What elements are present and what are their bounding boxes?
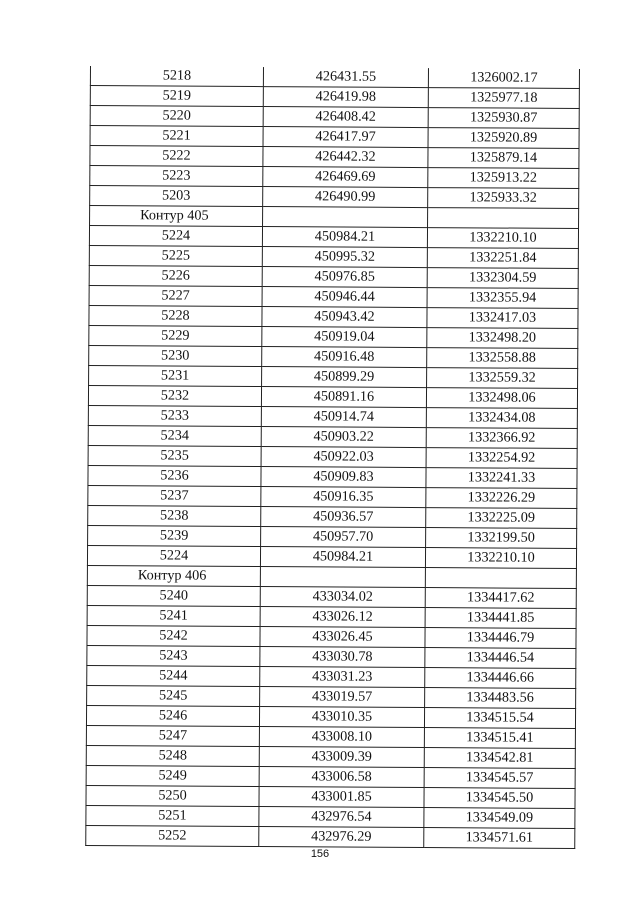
table-row bbox=[86, 725, 575, 748]
y-coordinate-cell: 1332225.09 bbox=[426, 508, 577, 529]
point-number-cell: 5234 bbox=[88, 425, 261, 446]
table-row bbox=[89, 226, 578, 249]
page-number: 156 bbox=[310, 848, 330, 860]
table-row bbox=[87, 665, 576, 688]
table-row bbox=[89, 365, 578, 388]
table-row bbox=[88, 445, 577, 468]
table-row bbox=[89, 345, 578, 368]
x-coordinate-cell: 433031.23 bbox=[260, 667, 425, 688]
y-coordinate-cell: 1332366.92 bbox=[426, 428, 577, 449]
x-coordinate-cell: 450909.83 bbox=[261, 467, 426, 488]
y-coordinate-cell: 1334446.79 bbox=[425, 628, 576, 649]
table-row bbox=[90, 166, 579, 189]
point-number-cell: 5252 bbox=[86, 825, 259, 846]
coordinates-table bbox=[85, 66, 580, 849]
y-coordinate-cell: 1332254.92 bbox=[426, 448, 577, 469]
section-row bbox=[87, 565, 576, 588]
y-coordinate-cell: 1334446.66 bbox=[425, 668, 576, 689]
table-row bbox=[89, 325, 578, 348]
point-number-cell: 5251 bbox=[86, 805, 259, 826]
x-coordinate-cell: 432976.54 bbox=[259, 807, 424, 828]
point-number-cell: 5226 bbox=[89, 265, 262, 286]
table-row bbox=[89, 265, 578, 288]
table-row bbox=[89, 245, 578, 268]
empty-cell bbox=[428, 208, 579, 229]
x-coordinate-cell: 450943.42 bbox=[262, 307, 427, 328]
y-coordinate-cell: 1332559.32 bbox=[427, 368, 578, 389]
x-coordinate-cell: 433034.02 bbox=[260, 587, 425, 608]
table-row bbox=[87, 645, 576, 668]
point-number-cell: 5228 bbox=[89, 305, 262, 326]
y-coordinate-cell: 1332434.08 bbox=[426, 408, 577, 429]
table-row bbox=[89, 305, 578, 328]
y-coordinate-cell: 1332498.06 bbox=[426, 388, 577, 409]
point-number-cell: 5244 bbox=[87, 665, 260, 686]
table-row bbox=[90, 126, 579, 149]
table-row bbox=[87, 605, 576, 628]
table-row bbox=[88, 505, 577, 528]
table-row bbox=[88, 525, 577, 548]
y-coordinate-cell: 1325920.89 bbox=[428, 128, 579, 149]
point-number-cell: 5203 bbox=[90, 186, 263, 207]
point-number-cell: 5239 bbox=[88, 525, 261, 546]
point-number-cell: 5237 bbox=[88, 485, 261, 506]
y-coordinate-cell: 1325930.87 bbox=[428, 108, 579, 129]
table-row bbox=[86, 825, 575, 848]
y-coordinate-cell: 1332355.94 bbox=[427, 288, 578, 309]
section-label: Контур 406 bbox=[87, 565, 260, 586]
x-coordinate-cell: 426442.32 bbox=[263, 147, 428, 168]
y-coordinate-cell: 1332199.50 bbox=[426, 528, 577, 549]
point-number-cell: 5224 bbox=[87, 545, 260, 566]
point-number-cell: 5240 bbox=[87, 585, 260, 606]
y-coordinate-cell: 1334545.57 bbox=[424, 768, 575, 789]
table-row bbox=[86, 745, 575, 768]
point-number-cell: 5225 bbox=[89, 245, 262, 266]
y-coordinate-cell: 1332304.59 bbox=[427, 268, 578, 289]
x-coordinate-cell: 450914.74 bbox=[261, 407, 426, 428]
point-number-cell: 5224 bbox=[89, 226, 262, 247]
table-row bbox=[86, 705, 575, 728]
x-coordinate-cell: 450922.03 bbox=[261, 447, 426, 468]
x-coordinate-cell: 450984.21 bbox=[262, 227, 427, 248]
x-coordinate-cell: 433001.85 bbox=[259, 787, 424, 808]
x-coordinate-cell: 426431.55 bbox=[263, 67, 428, 88]
point-number-cell: 5236 bbox=[88, 465, 261, 486]
x-coordinate-cell: 450995.32 bbox=[262, 247, 427, 268]
point-number-cell: 5227 bbox=[89, 285, 262, 306]
y-coordinate-cell: 1334515.41 bbox=[424, 728, 575, 749]
y-coordinate-cell: 1334549.09 bbox=[424, 808, 575, 829]
x-coordinate-cell: 450984.21 bbox=[260, 547, 425, 568]
point-number-cell: 5222 bbox=[90, 146, 263, 167]
y-coordinate-cell: 1332241.33 bbox=[426, 468, 577, 489]
y-coordinate-cell: 1334571.61 bbox=[424, 828, 575, 849]
point-number-cell: 5230 bbox=[89, 345, 262, 366]
x-coordinate-cell: 450899.29 bbox=[262, 367, 427, 388]
point-number-cell: 5246 bbox=[86, 705, 259, 726]
x-coordinate-cell: 426490.99 bbox=[263, 187, 428, 208]
point-number-cell: 5219 bbox=[90, 86, 263, 107]
x-coordinate-cell: 450936.57 bbox=[261, 507, 426, 528]
point-number-cell: 5220 bbox=[90, 106, 263, 127]
coordinates-table-body bbox=[86, 66, 580, 848]
table-row bbox=[86, 765, 575, 788]
point-number-cell: 5223 bbox=[90, 166, 263, 187]
table-row bbox=[90, 146, 579, 169]
point-number-cell: 5250 bbox=[86, 785, 259, 806]
x-coordinate-cell: 433008.10 bbox=[259, 727, 424, 748]
table-row bbox=[89, 285, 578, 308]
x-coordinate-cell: 433030.78 bbox=[260, 647, 425, 668]
point-number-cell: 5242 bbox=[87, 625, 260, 646]
empty-cell bbox=[260, 567, 425, 588]
y-coordinate-cell: 1325913.22 bbox=[428, 168, 579, 189]
point-number-cell: 5247 bbox=[86, 725, 259, 746]
section-label: Контур 405 bbox=[90, 206, 263, 227]
point-number-cell: 5249 bbox=[86, 765, 259, 786]
x-coordinate-cell: 450957.70 bbox=[261, 527, 426, 548]
point-number-cell: 5233 bbox=[88, 405, 261, 426]
empty-cell bbox=[263, 207, 428, 228]
y-coordinate-cell: 1332210.10 bbox=[427, 228, 578, 249]
x-coordinate-cell: 426469.69 bbox=[263, 167, 428, 188]
table-row bbox=[88, 405, 577, 428]
table-row bbox=[90, 186, 579, 209]
table-row bbox=[88, 385, 577, 408]
table-row bbox=[90, 106, 579, 129]
table-row bbox=[87, 685, 576, 708]
y-coordinate-cell: 1332498.20 bbox=[427, 328, 578, 349]
y-coordinate-cell: 1332417.03 bbox=[427, 308, 578, 329]
y-coordinate-cell: 1325933.32 bbox=[428, 188, 579, 209]
point-number-cell: 5241 bbox=[87, 605, 260, 626]
y-coordinate-cell: 1332558.88 bbox=[427, 348, 578, 369]
y-coordinate-cell: 1334446.54 bbox=[425, 648, 576, 669]
table-row bbox=[90, 66, 579, 88]
y-coordinate-cell: 1332251.84 bbox=[427, 248, 578, 269]
x-coordinate-cell: 450891.16 bbox=[261, 387, 426, 408]
table-row bbox=[86, 805, 575, 828]
table-row bbox=[87, 545, 576, 568]
point-number-cell: 5231 bbox=[89, 365, 262, 386]
y-coordinate-cell: 1334545.50 bbox=[424, 788, 575, 809]
point-number-cell: 5232 bbox=[88, 385, 261, 406]
y-coordinate-cell: 1332210.10 bbox=[425, 548, 576, 569]
x-coordinate-cell: 450903.22 bbox=[261, 427, 426, 448]
x-coordinate-cell: 426419.98 bbox=[263, 87, 428, 108]
point-number-cell: 5229 bbox=[89, 325, 262, 346]
point-number-cell: 5243 bbox=[87, 645, 260, 666]
x-coordinate-cell: 433006.58 bbox=[259, 767, 424, 788]
empty-cell bbox=[425, 568, 576, 589]
table-row bbox=[88, 425, 577, 448]
x-coordinate-cell: 433009.39 bbox=[259, 747, 424, 768]
y-coordinate-cell: 1334542.81 bbox=[424, 748, 575, 769]
point-number-cell: 5245 bbox=[87, 685, 260, 706]
table-row bbox=[88, 485, 577, 508]
x-coordinate-cell: 426417.97 bbox=[263, 127, 428, 148]
x-coordinate-cell: 432976.29 bbox=[259, 827, 424, 848]
point-number-cell: 5238 bbox=[88, 505, 261, 526]
x-coordinate-cell: 450946.44 bbox=[262, 287, 427, 308]
y-coordinate-cell: 1325879.14 bbox=[428, 148, 579, 169]
x-coordinate-cell: 450976.85 bbox=[262, 267, 427, 288]
table-row bbox=[87, 625, 576, 648]
x-coordinate-cell: 450919.04 bbox=[262, 327, 427, 348]
y-coordinate-cell: 1334515.54 bbox=[424, 708, 575, 729]
section-row bbox=[90, 206, 579, 229]
table-row bbox=[88, 465, 577, 488]
y-coordinate-cell: 1332226.29 bbox=[426, 488, 577, 509]
table-row bbox=[87, 585, 576, 608]
y-coordinate-cell: 1334417.62 bbox=[425, 588, 576, 609]
y-coordinate-cell: 1334441.85 bbox=[425, 608, 576, 629]
point-number-cell: 5218 bbox=[90, 66, 263, 87]
table-row bbox=[86, 785, 575, 808]
y-coordinate-cell: 1334483.56 bbox=[425, 688, 576, 709]
x-coordinate-cell: 433010.35 bbox=[259, 707, 424, 728]
x-coordinate-cell: 450916.35 bbox=[261, 487, 426, 508]
x-coordinate-cell: 433019.57 bbox=[260, 687, 425, 708]
x-coordinate-cell: 433026.45 bbox=[260, 627, 425, 648]
y-coordinate-cell: 1326002.17 bbox=[428, 68, 579, 88]
point-number-cell: 5248 bbox=[86, 745, 259, 766]
point-number-cell: 5235 bbox=[88, 445, 261, 466]
x-coordinate-cell: 450916.48 bbox=[262, 347, 427, 368]
x-coordinate-cell: 426408.42 bbox=[263, 107, 428, 128]
x-coordinate-cell: 433026.12 bbox=[260, 607, 425, 628]
table-row bbox=[90, 86, 579, 109]
point-number-cell: 5221 bbox=[90, 126, 263, 147]
y-coordinate-cell: 1325977.18 bbox=[428, 88, 579, 109]
